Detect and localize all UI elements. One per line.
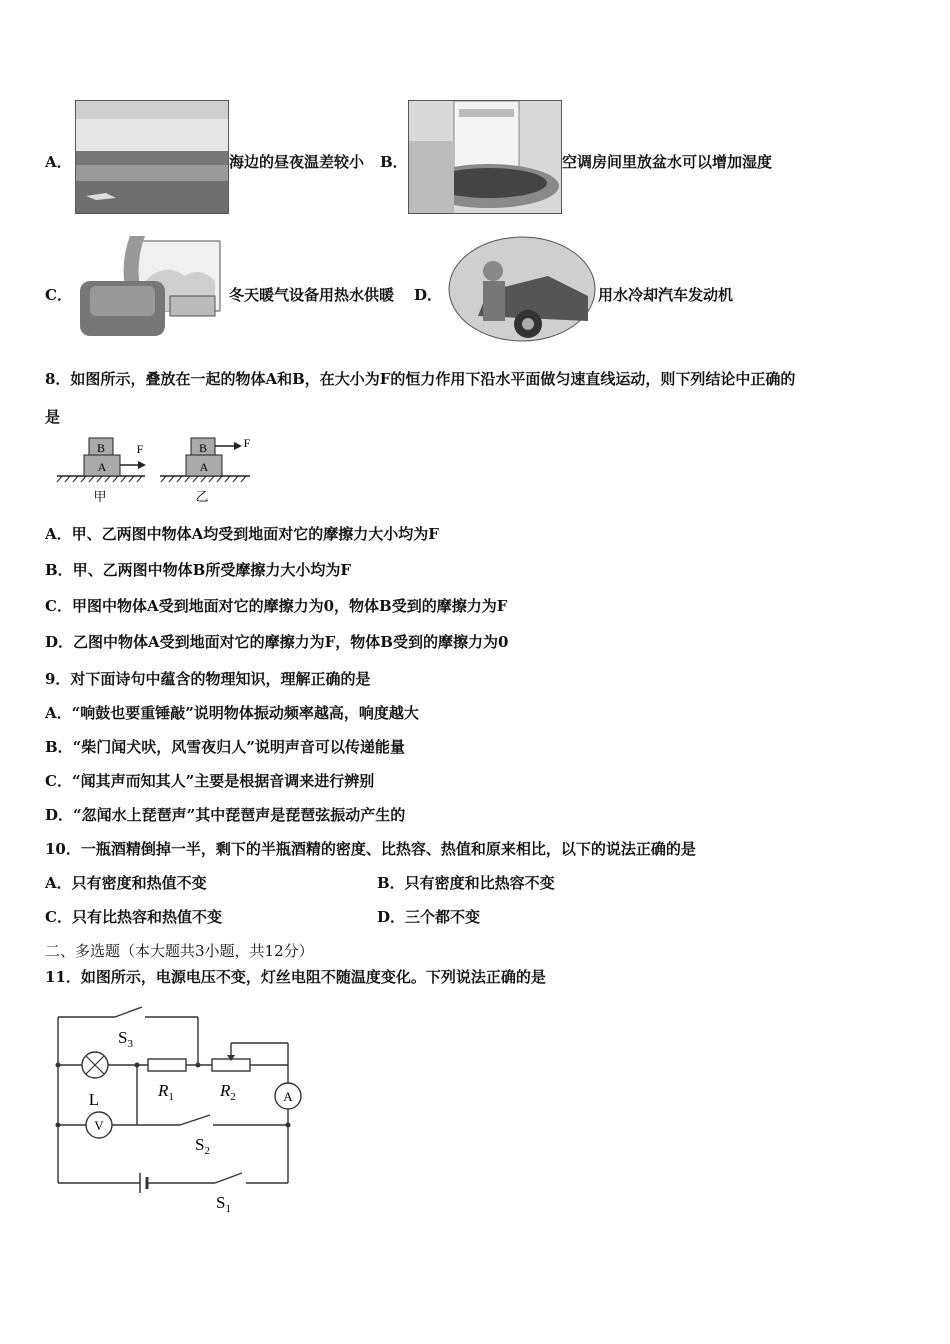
label-a-left: A [97,460,107,474]
r2-sub: 2 [230,1091,236,1103]
q11-stem: 11．如图所示，电源电压不变，灯丝电阻不随温度变化。下列说法正确的是 [45,968,546,986]
q7-option-c-letter: C． [45,286,72,304]
s1-label: S [216,1193,226,1212]
aircon-basin-photo [408,100,562,214]
svg-text:S2 [195,1135,210,1157]
s2-sub: 2 [204,1145,210,1157]
q8-option-c: C．甲图中物体A受到地面对它的摩擦力为0，物体B受到的摩擦力为F [45,597,508,615]
svg-text:S3 [118,1028,133,1050]
q8-figure [52,433,257,505]
q11-circuit-diagram [50,1005,310,1215]
q7-option-a-letter: A． [45,153,72,171]
lamp-symbol [82,1052,108,1078]
q9-option-c: C．“闻其声而知其人”主要是根据音调来进行辨别 [45,772,375,790]
label-b-left: B [96,441,106,455]
voltmeter-symbol [86,1112,112,1138]
lamp-label: L [88,1090,100,1109]
q10-option-c: C．只有比热容和热值不变 [45,908,222,926]
q7-option-d-text: 用水冷却汽车发动机 [598,286,734,304]
label-a-right: A [199,460,209,474]
r1-sub: 1 [168,1091,174,1103]
q8-stem-line2: 是 [45,408,61,426]
label-f-right: F [243,436,251,450]
label-f-left: F [136,442,144,456]
q8-option-d: D．乙图中物体A受到地面对它的摩擦力为F，物体B受到的摩擦力为0 [45,633,509,651]
svg-text:R1 [157,1081,174,1103]
q8-option-a: A．甲、乙两图中物体A均受到地面对它的摩擦力大小均为F [45,525,439,543]
caption-yi: 乙 [195,489,209,504]
q10-option-d: D．三个都不变 [377,908,481,926]
voltmeter-label: V [94,1118,104,1133]
car-engine-photo [448,236,596,342]
s1-sub: 1 [225,1203,231,1215]
q10-option-b: B．只有密度和比热容不变 [377,874,555,892]
svg-text:S1 [216,1193,231,1215]
s2-label: S [195,1135,205,1154]
seaside-photo [75,100,229,214]
s3-label: S [118,1028,128,1047]
ammeter-label: A [283,1089,293,1104]
q7-option-b-letter: B． [380,153,408,171]
label-b-right: B [198,441,208,455]
q7-option-a-text: 海边的昼夜温差较小 [229,153,365,171]
q9-option-d: D．“忽闻水上琵琶声”其中琵琶声是琵琶弦振动产生的 [45,806,406,824]
q7-option-b-text: 空调房间里放盆水可以增加湿度 [562,153,773,171]
q10-stem: 10．一瓶酒精倒掉一半，剩下的半瓶酒精的密度、比热容、热值和原来相比，以下的说法正确的是 [45,840,696,858]
ammeter-symbol [275,1083,301,1109]
q10-option-a: A．只有密度和热值不变 [45,874,207,892]
q8-option-b: B．甲、乙两图中物体B所受摩擦力大小均为F [45,561,352,579]
section2-title: 二、多选题（本大题共3小题，共12分） [45,942,314,960]
q8-stem-line1: 8．如图所示，叠放在一起的物体A和B，在大小为F的恒力作用下沿水平面做匀速直线运动，则下列结论中正确的 [45,370,796,388]
heater-room-photo [75,236,227,342]
caption-jia: 甲 [93,489,107,504]
q7-option-d-letter: D． [414,286,443,304]
svg-text:R2 [219,1081,236,1103]
s3-sub: 3 [127,1038,133,1050]
q7-option-c-text: 冬天暖气设备用热水供暖 [229,286,395,304]
q9-stem: 9．对下面诗句中蕴含的物理知识，理解正确的是 [45,670,371,688]
r2-label: R [220,1081,231,1100]
q9-option-b: B．“柴门闻犬吠，风雪夜归人”说明声音可以传递能量 [45,738,405,756]
q9-option-a: A．“响鼓也要重锤敲”说明物体振动频率越高，响度越大 [45,704,419,722]
r1-label: R [158,1081,169,1100]
